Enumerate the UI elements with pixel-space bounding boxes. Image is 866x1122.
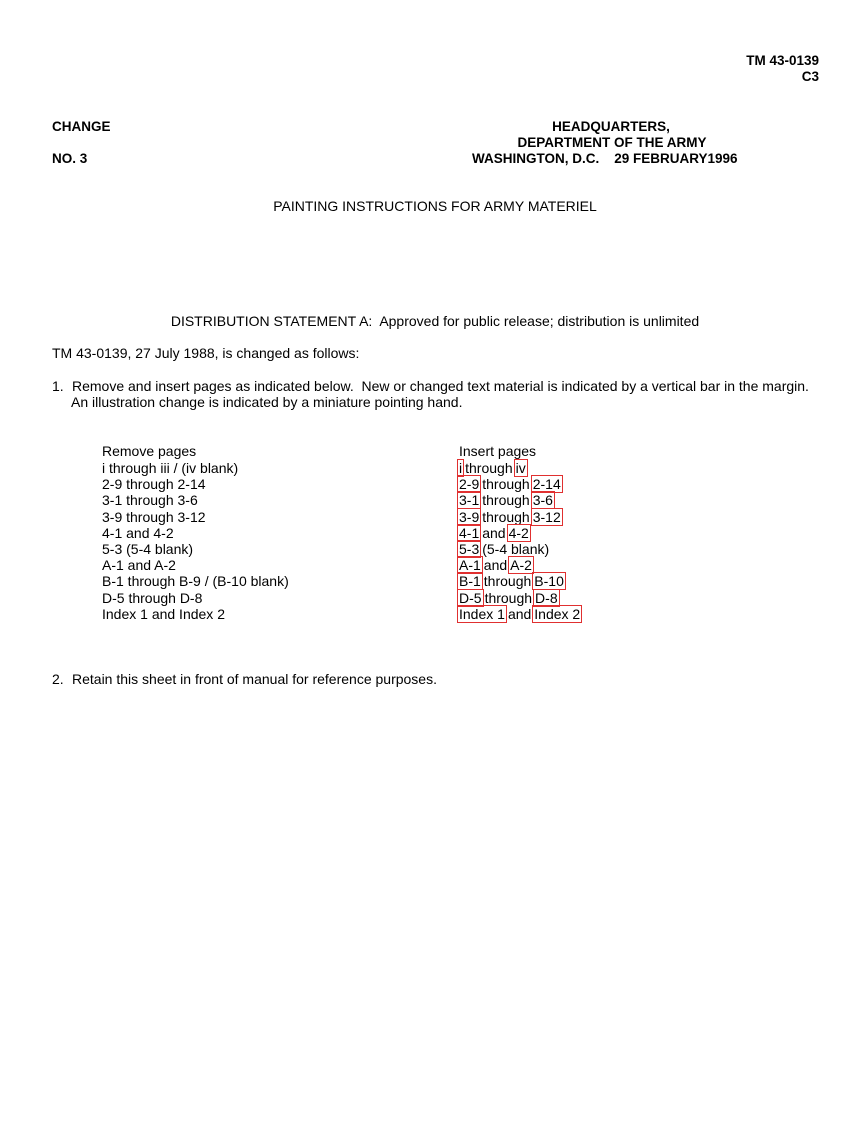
page-link-start[interactable]: 3-9 <box>459 508 480 525</box>
hq-line-1: HEADQUARTERS, <box>552 119 670 134</box>
insert-pages-row <box>456 525 532 541</box>
remove-pages-row: 3-1 through 3-6 <box>102 492 198 509</box>
page-range-connector: through <box>482 508 530 525</box>
page-link-end[interactable]: D-8 <box>535 589 558 606</box>
distribution-statement: DISTRIBUTION STATEMENT A: Approved for public release; distribution is unlimited <box>170 313 700 329</box>
insert-pages-row <box>456 460 529 476</box>
page-range-connector: and <box>482 524 506 541</box>
remove-pages-row: 4-1 and 4-2 <box>102 524 174 541</box>
page-range-connector: and <box>507 605 532 622</box>
remove-pages-row: Index 1 and Index 2 <box>102 605 225 622</box>
page-link-start[interactable]: i <box>459 460 463 476</box>
remove-pages-row: B-1 through B-9 / (B-10 blank) <box>102 573 289 590</box>
remove-pages-row: A-1 and A-2 <box>102 557 176 574</box>
remove-pages-row: 5-3 (5-4 blank) <box>102 541 194 557</box>
page-link-end[interactable]: 4-2 <box>508 524 529 541</box>
hq-line-3: WASHINGTON, D.C. 29 FEBRUARY1996 <box>472 151 738 166</box>
change-label: CHANGE <box>52 119 111 134</box>
item-2-text: Retain this sheet in front of manual for reference purposes. <box>72 671 437 687</box>
page-link-end[interactable]: iv <box>515 460 526 476</box>
document-number: TM 43-0139 <box>746 53 819 68</box>
insert-pages-row <box>456 541 549 557</box>
insert-pages-row <box>456 492 556 508</box>
item-2-number: 2. <box>52 671 64 687</box>
page-range-connector: through <box>484 589 533 606</box>
page-range-connector: (5-4 blank) <box>482 541 550 557</box>
remove-pages-row: 3-9 through 3-12 <box>102 508 206 525</box>
page-link-start[interactable]: 2-9 <box>459 476 480 493</box>
page-link-end[interactable]: 2-14 <box>532 476 561 493</box>
page-range-connector: through <box>482 492 530 509</box>
remove-pages-header: Remove pages <box>102 443 197 459</box>
page-range-connector: and <box>483 557 508 574</box>
page-link-start[interactable]: 5-3 <box>459 541 480 557</box>
page-link-start[interactable]: 3-1 <box>459 492 480 509</box>
insert-pages-header: Insert pages <box>459 443 537 459</box>
page-link-start[interactable]: A-1 <box>459 557 481 574</box>
document-title: PAINTING INSTRUCTIONS FOR ARMY MATERIEL <box>273 198 597 214</box>
insert-pages-row <box>456 476 564 492</box>
insert-pages-row <box>456 573 567 589</box>
page-link-start[interactable]: Index 1 <box>459 605 505 622</box>
insert-pages-row <box>456 557 535 573</box>
page-link-end[interactable]: Index 2 <box>534 605 581 622</box>
item-1-line-1: Remove and insert pages as indicated below. New or changed text material is indicated by a vertical bar in the margin. <box>72 378 809 394</box>
hq-line-2: DEPARTMENT OF THE ARMY <box>517 135 707 150</box>
change-number: NO. 3 <box>52 151 88 166</box>
page-link-end[interactable]: A-2 <box>510 557 532 574</box>
remove-pages-row: D-5 through D-8 <box>102 589 203 606</box>
page-range-connector: through <box>482 476 530 493</box>
insert-pages-row <box>456 606 583 622</box>
remove-pages-row: i through iii / (iv blank) <box>102 460 239 476</box>
change-code: C3 <box>801 69 819 84</box>
insert-pages-row <box>456 509 564 525</box>
page-range-connector: through <box>465 460 513 476</box>
page-range-connector: through <box>483 573 532 590</box>
page-link-end[interactable]: B-10 <box>534 573 564 590</box>
page-link-start[interactable]: B-1 <box>459 573 481 590</box>
insert-pages-row <box>456 590 561 606</box>
page-link-end[interactable]: 3-6 <box>532 492 553 509</box>
page-link-end[interactable]: 3-12 <box>532 508 561 525</box>
item-1-line-2: An illustration change is indicated by a miniature pointing hand. <box>71 394 463 410</box>
page-link-start[interactable]: 4-1 <box>459 524 480 541</box>
page-link-start[interactable]: D-5 <box>459 589 482 606</box>
intro-text: TM 43-0139, 27 July 1988, is changed as follows: <box>52 345 360 361</box>
remove-pages-row: 2-9 through 2-14 <box>102 476 206 493</box>
item-1-number: 1. <box>52 378 64 394</box>
